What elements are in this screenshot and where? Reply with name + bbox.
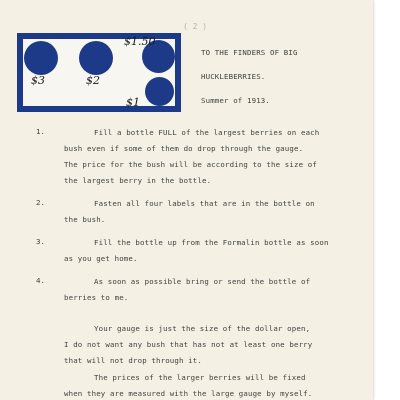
- instruction-2-line-1: Fasten all four labels that are in the bottle on: [94, 199, 315, 208]
- heading-line-3: Summer of 1913.: [201, 96, 270, 105]
- closing-line-2: I do not want any bush that has not at least one berry: [64, 340, 313, 349]
- gauge-hole-3-dollar: [24, 41, 58, 75]
- gauge-hole-2-dollar: [79, 41, 113, 75]
- instruction-4-line-1: As soon as possible bring or send the bottle of: [94, 277, 311, 286]
- heading-line-2: HUCKLEBERRIES.: [201, 72, 266, 81]
- instruction-3-line-1: Fill the bottle up from the Formalin bottle as soon: [94, 238, 329, 247]
- gauge-hole-1-dollar: [145, 77, 174, 106]
- instruction-number-4: 4.: [36, 276, 45, 285]
- gauge-price-2: $2: [86, 74, 100, 87]
- instruction-number-3: 3.: [36, 237, 45, 246]
- instruction-1-line-2: bush even if some of them do drop through the gauge.: [64, 144, 304, 153]
- page-number: ( 2 ): [183, 22, 208, 31]
- instruction-1-line-3: The price for the bush will be according to the size of: [64, 160, 317, 169]
- instruction-1-line-1: Fill a bottle FULL of the largest berries on each: [94, 128, 320, 137]
- closing-line-1: Your gauge is just the size of the dollar open,: [94, 324, 311, 333]
- closing-line-4: The prices of the larger berries will be fixed: [94, 373, 306, 382]
- closing-line-3: that will not drop through it.: [64, 356, 202, 365]
- gauge-price-1: $1: [126, 96, 140, 109]
- gauge-price-3: $3: [31, 74, 45, 87]
- instruction-number-1: 1.: [36, 127, 45, 136]
- instruction-number-2: 2.: [36, 198, 45, 207]
- instruction-3-line-2: as you get home.: [64, 254, 138, 263]
- instruction-2-line-2: the bush.: [64, 215, 106, 224]
- closing-line-5: when they are measured with the large gauge by myself.: [64, 389, 313, 398]
- heading-line-1: TO THE FINDERS OF BIG: [201, 48, 298, 57]
- gauge-price-1-50: $1.50: [124, 35, 156, 48]
- instruction-1-line-4: the largest berry in the bottle.: [64, 176, 212, 185]
- instruction-4-line-2: berries to me.: [64, 293, 129, 302]
